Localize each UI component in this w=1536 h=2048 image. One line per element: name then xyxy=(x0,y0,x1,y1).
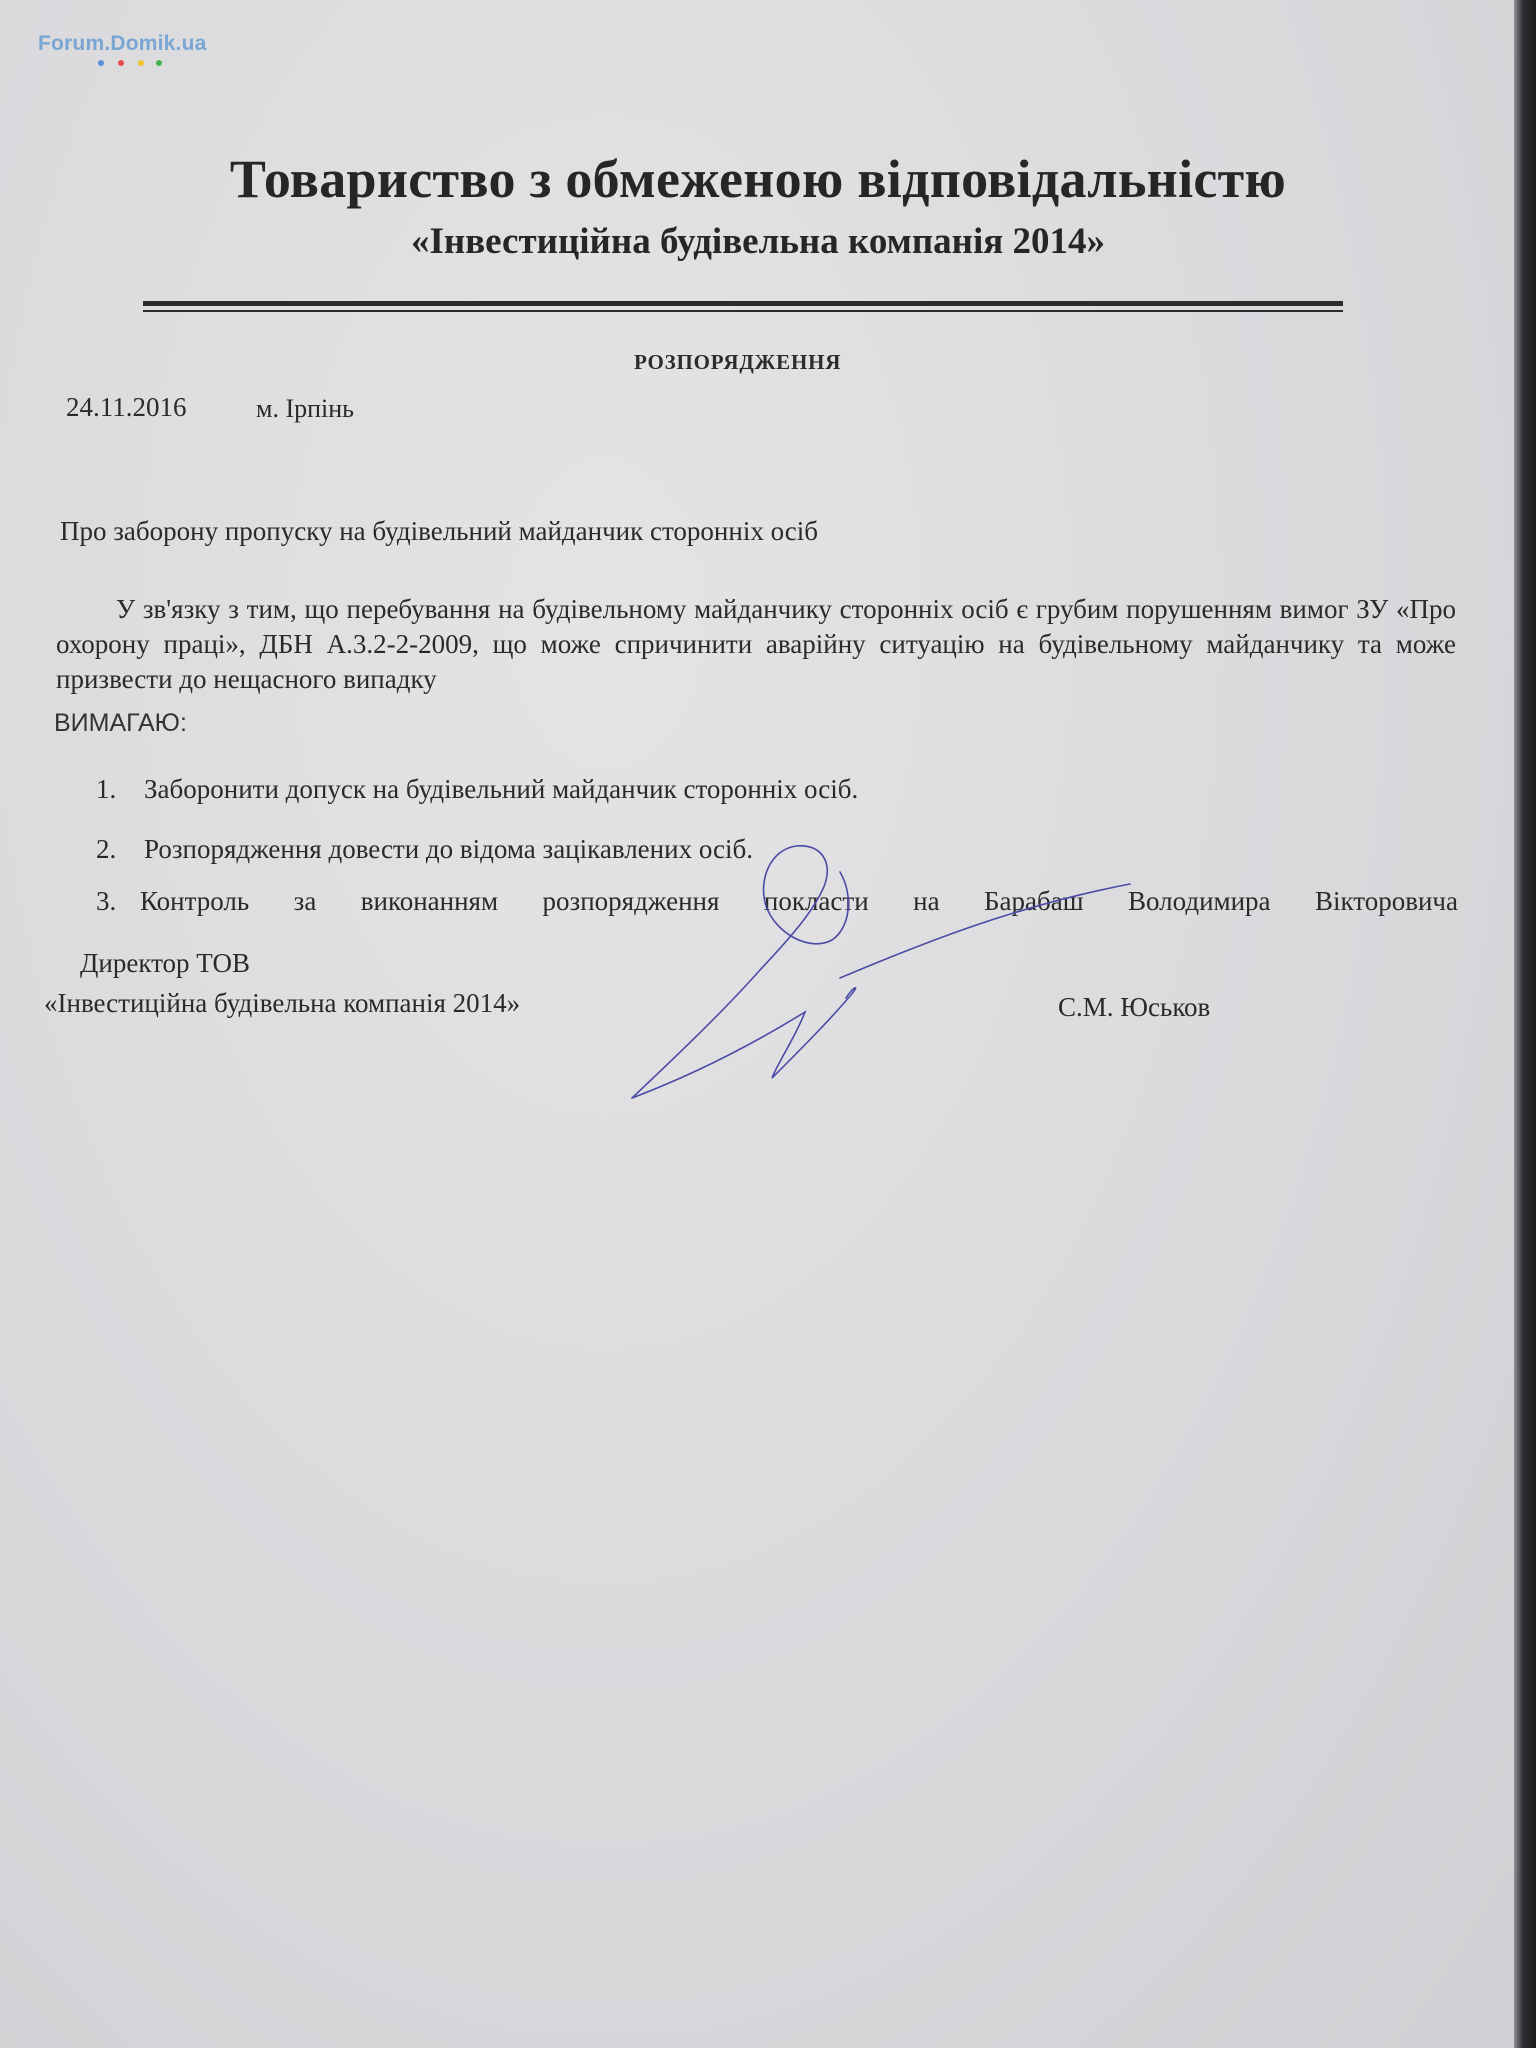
signature-stroke xyxy=(632,846,848,1098)
document-city: м. Ірпінь xyxy=(256,394,355,423)
letterhead-divider-thin xyxy=(143,310,1343,312)
demand-heading: ВИМАГАЮ: xyxy=(54,709,187,737)
watermark-dot xyxy=(98,60,104,66)
paper-edge-shadow xyxy=(1514,0,1536,2048)
watermark-dot xyxy=(118,60,124,66)
list-item-number: 3. xyxy=(96,886,117,916)
watermark-dot xyxy=(138,60,144,66)
document-type: РОЗПОРЯДЖЕННЯ xyxy=(634,350,842,374)
list-item-text: Розпорядження довести до відома зацікавлених осіб. xyxy=(144,834,753,864)
signatory-position: Директор ТОВ xyxy=(80,948,250,978)
signature-stroke xyxy=(632,988,856,1098)
document-date: 24.11.2016 xyxy=(66,392,187,422)
signatory-name: С.М. Юськов xyxy=(1058,992,1211,1022)
watermark-dot xyxy=(156,60,162,66)
document-subject: Про заборону пропуску на будівельний майданчик сторонніх осіб xyxy=(60,516,818,546)
handwritten-signature xyxy=(600,800,1160,1120)
watermark-dots xyxy=(98,60,168,68)
list-item-text: Контроль за виконанням розпорядження покласти на Барабаш Володимира Вікторовича xyxy=(140,886,1458,916)
document-preamble xyxy=(56,592,1456,697)
letterhead-company-name: «Інвестиційна будівельна компанія 2014» xyxy=(410,221,1106,262)
list-item-number: 1. xyxy=(96,774,117,804)
list-item-number: 2. xyxy=(96,834,117,864)
signature-stroke xyxy=(840,884,1130,978)
watermark-text: Forum.Domik.ua xyxy=(38,32,207,55)
signatory-company: «Інвестиційна будівельна компанія 2014» xyxy=(44,988,521,1018)
list-item-text: Заборонити допуск на будівельний майданчик сторонніх осіб. xyxy=(144,774,859,804)
preamble-paragraph: У зв'язку з тим, що перебування на будівельному майданчику сторонніх осіб є грубим порушенням вимог ЗУ «Про охорону праці», ДБН А.3.2-2-2009, що може спричинити аварійну ситуацію на будівельному майданчику та може призвести до нещасного випадку xyxy=(56,594,1456,694)
letterhead-divider xyxy=(143,301,1343,306)
letterhead-company-type: Товариство з обмеженою відповідальністю xyxy=(229,149,1287,209)
